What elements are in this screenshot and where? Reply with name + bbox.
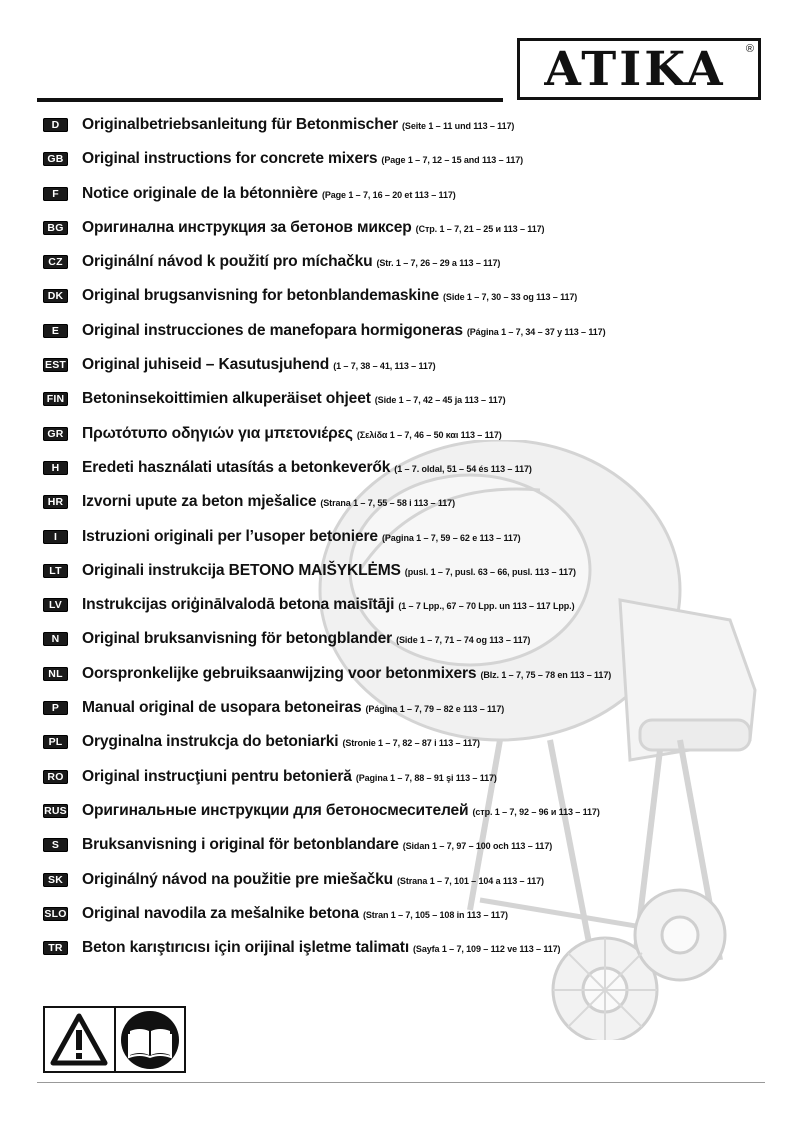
language-title — [82, 836, 552, 855]
language-item — [43, 322, 783, 356]
language-code-badge: TR — [43, 941, 68, 955]
language-title-text: Originalbetriebsanleitung für Betonmischer — [82, 116, 399, 133]
page-range: (Strana 1 – 7, 55 – 58 i 113 – 117) — [320, 498, 455, 509]
language-item — [43, 253, 783, 287]
language-item — [43, 185, 783, 219]
language-item — [43, 665, 783, 699]
language-title-text: Originálný návod na použitie pre miešačku — [82, 870, 394, 888]
language-item — [43, 116, 783, 150]
language-item — [43, 390, 783, 424]
language-title-text: Beton karıştırıcısı için orijinal işletme talimatı — [82, 939, 410, 957]
language-code-badge: RUS — [44, 804, 67, 817]
language-title-text: Eredeti használati utasítás a betonkeverők — [82, 458, 391, 476]
language-title-text: Oorspronkelijke gebruiksaanwijzing voor betonmixers — [82, 664, 477, 682]
language-title — [82, 528, 521, 547]
language-item — [43, 459, 783, 493]
language-item — [43, 871, 783, 905]
language-title — [82, 596, 574, 615]
page-range: (Page 1 – 7, 12 – 15 and 113 – 117) — [381, 155, 524, 166]
language-title-text: Original brugsanvisning for betonblandemaskine — [82, 287, 440, 305]
language-title-text: Original instructions for concrete mixers — [82, 150, 378, 168]
page-range: (pusl. 1 – 7, pusl. 63 – 66, pusl. 113 – 117) — [404, 566, 576, 577]
page-range: (Str. 1 – 7, 26 – 29 a 113 – 117) — [376, 258, 501, 269]
language-code-badge: RO — [43, 770, 68, 784]
language-title-text: Originali instrukcija BETONO MAIŠYKLĖMS — [82, 561, 401, 579]
page-range: (Sidan 1 – 7, 97 – 100 och 113 – 117) — [402, 841, 553, 852]
language-item — [43, 939, 783, 973]
language-title-text: Betoninsekoittimien alkuperäiset ohjeet — [82, 390, 371, 408]
language-code-badge: SK — [43, 873, 68, 887]
page-range: (Sayfa 1 – 7, 109 – 112 ve 113 – 117) — [413, 944, 561, 955]
language-code-badge: E — [43, 324, 68, 338]
page-range: (Стр. 1 – 7, 21 – 25 и 113 – 117) — [415, 223, 545, 234]
page-range: (Pagina 1 – 7, 88 – 91 şi 113 – 117) — [355, 772, 497, 783]
page-range: (1 – 7. oldal, 51 – 54 és 113 – 117) — [394, 463, 532, 474]
language-title — [82, 150, 523, 169]
language-title — [82, 871, 544, 890]
language-title — [82, 939, 560, 958]
language-title — [82, 665, 611, 684]
language-title-text: Istruzioni originali per l’usoper betoniere — [82, 527, 378, 545]
language-title-text: Original bruksanvisning för betongblander — [82, 630, 393, 648]
language-item — [43, 528, 783, 562]
language-code-badge: NL — [43, 667, 68, 681]
language-code-badge: HR — [43, 495, 68, 509]
language-item — [43, 630, 783, 664]
page-range: (1 – 7 Lpp., 67 – 70 Lpp. un 113 – 117 Lpp.) — [398, 601, 575, 612]
language-code-badge: LV — [43, 598, 68, 612]
language-title — [82, 802, 600, 821]
language-item — [43, 733, 783, 767]
language-title-text: Original navodila za mešalnike betona — [82, 904, 359, 922]
page-range: (Strana 1 – 7, 101 – 104 a 113 – 117) — [397, 875, 544, 886]
language-title — [82, 253, 500, 272]
language-code-badge: SLO — [44, 907, 67, 920]
language-title-text: Bruksanvisning i original för betonblandare — [82, 836, 399, 854]
header-rule — [37, 98, 503, 102]
language-code-badge: D — [43, 118, 68, 132]
language-title — [82, 356, 436, 375]
language-item — [43, 150, 783, 184]
language-title-text: Manual original de usopara betoneiras — [82, 699, 362, 717]
language-code-badge: BG — [43, 221, 68, 235]
language-title — [82, 493, 455, 512]
language-list — [43, 116, 783, 973]
language-title — [82, 768, 497, 787]
page-range: (Σελίδα 1 – 7, 46 – 50 και 113 – 117) — [356, 429, 502, 440]
language-title — [82, 116, 514, 135]
language-code-badge: F — [43, 187, 68, 201]
page-range: (Página 1 – 7, 79 – 82 e 113 – 117) — [365, 704, 505, 715]
page-range: (Blz. 1 – 7, 75 – 78 en 113 – 117) — [480, 669, 612, 680]
page-range: (Stronie 1 – 7, 82 – 87 i 113 – 117) — [342, 738, 480, 749]
language-title — [82, 630, 530, 649]
language-code-badge: CZ — [43, 255, 68, 269]
page-range: (Side 1 – 7, 30 – 33 og 113 – 117) — [443, 292, 578, 303]
language-title-text: Izvorni upute za beton mješalice — [82, 493, 317, 511]
read-manual-icon — [114, 1008, 185, 1071]
language-title — [82, 390, 505, 409]
language-title-text: Оригинальные инструкции для бетоносмесителей — [82, 801, 469, 819]
language-item — [43, 425, 783, 459]
language-item — [43, 493, 783, 527]
language-title — [82, 185, 456, 204]
language-title — [82, 733, 480, 752]
footer-rule — [37, 1082, 765, 1083]
language-code-badge: LT — [43, 564, 68, 578]
language-item — [43, 905, 783, 939]
safety-symbols — [43, 1006, 186, 1073]
language-code-badge: PL — [43, 735, 68, 749]
language-code-badge: DK — [43, 289, 68, 303]
language-title-text: Original juhiseid – Kasutusjuhend — [82, 356, 330, 374]
page-range: (Side 1 – 7, 42 – 45 ja 113 – 117) — [374, 395, 506, 406]
page-range: (Stran 1 – 7, 105 – 108 in 113 – 117) — [362, 909, 508, 920]
language-code-badge: H — [43, 461, 68, 475]
language-code-badge: GR — [43, 427, 68, 441]
language-code-badge: GB — [43, 152, 68, 166]
page-range: (Page 1 – 7, 16 – 20 et 113 – 117) — [321, 189, 456, 200]
language-title — [82, 699, 504, 718]
page-range: (стр. 1 – 7, 92 – 96 и 113 – 117) — [472, 806, 600, 817]
language-item — [43, 836, 783, 870]
language-title-text: Original instrucciones de manefopara hormigoneras — [82, 321, 463, 339]
language-code-badge: N — [43, 632, 68, 646]
page-range: (Seite 1 – 11 und 113 – 117) — [402, 121, 515, 131]
language-title-text: Oryginalna instrukcja do betoniarki — [82, 733, 339, 751]
language-title-text: Instrukcijas oriģinālvalodā betona maisītāji — [82, 596, 395, 614]
language-title-text: Оригинална инструкция за бетонов миксер — [82, 218, 412, 236]
page-range: (Side 1 – 7, 71 – 74 og 113 – 117) — [396, 635, 531, 646]
language-item — [43, 596, 783, 630]
language-item — [43, 802, 783, 836]
language-code-badge: P — [43, 701, 68, 715]
language-item — [43, 219, 783, 253]
language-title — [82, 287, 577, 306]
language-title — [82, 562, 576, 581]
logo-wordmark: ATIKA — [544, 42, 726, 97]
registered-mark: ® — [745, 43, 754, 55]
language-title — [82, 459, 532, 478]
page-range: (1 – 7, 38 – 41, 113 – 117) — [333, 361, 436, 372]
language-title — [82, 425, 502, 444]
language-title-text: Notice originale de la bétonnière — [82, 184, 318, 202]
language-title-text: Original instrucţiuni pentru betonieră — [82, 767, 352, 785]
page-range: (Pagina 1 – 7, 59 – 62 e 113 – 117) — [381, 532, 521, 543]
language-title-text: Πρωτότυπο οδηγιών για μπετονιέρες — [82, 424, 353, 442]
language-code-badge: EST — [44, 359, 67, 372]
language-item — [43, 356, 783, 390]
language-code-badge: FIN — [43, 392, 68, 406]
language-title — [82, 322, 605, 341]
language-code-badge: S — [43, 838, 68, 852]
page-range: (Página 1 – 7, 34 – 37 y 113 – 117) — [466, 326, 606, 337]
language-item — [43, 699, 783, 733]
language-title — [82, 905, 508, 924]
warning-triangle-icon — [45, 1008, 114, 1071]
language-item — [43, 768, 783, 802]
atika-logo — [517, 38, 761, 100]
language-item — [43, 562, 783, 596]
language-title-text: Originální návod k použití pro míchačku — [82, 253, 373, 271]
language-title — [82, 219, 544, 238]
language-item — [43, 287, 783, 321]
language-code-badge: I — [43, 530, 68, 544]
